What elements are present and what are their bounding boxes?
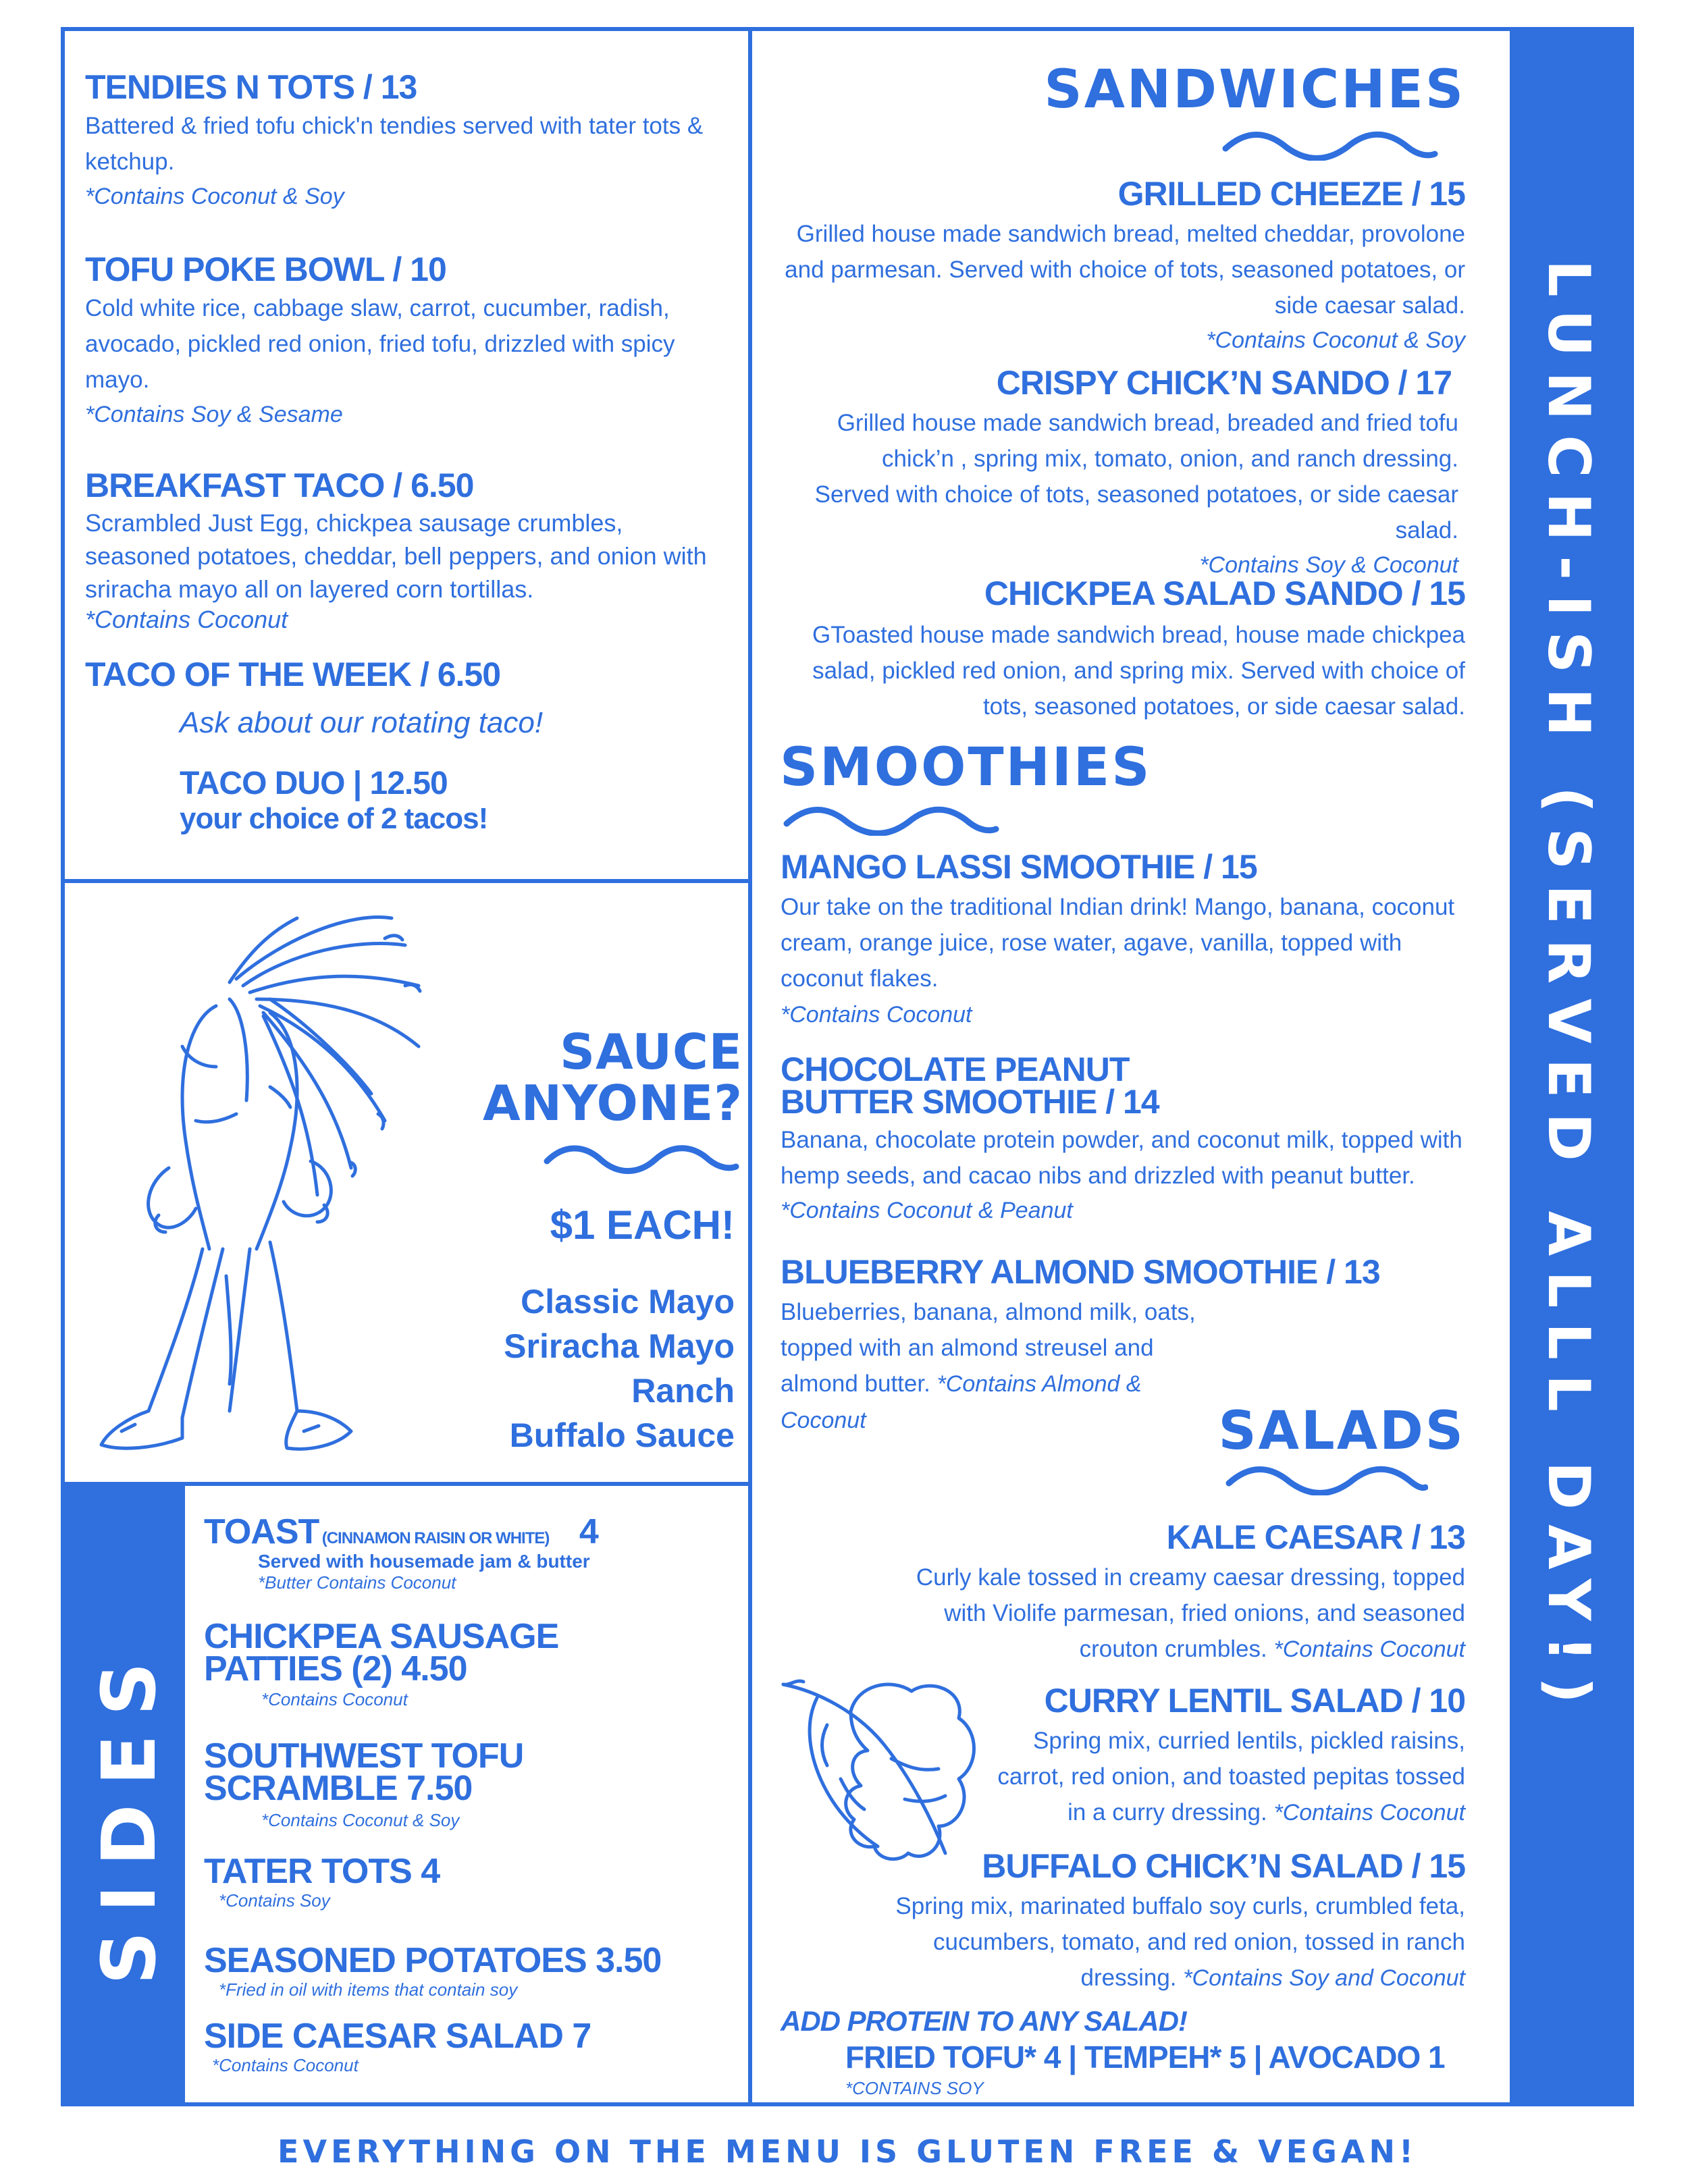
sides-banner-text: SIDES (86, 1643, 172, 1985)
side-sub: Served with housemade jam & butter (258, 1551, 590, 1572)
wave-divider-icon (1225, 1462, 1428, 1495)
side-note: *Butter Contains Coconut (258, 1572, 456, 1593)
item-note: *Contains Coconut & Soy (85, 184, 344, 209)
carrot-character-illustration (68, 898, 486, 1479)
taco-duo-sub: your choice of 2 tacos! (180, 802, 488, 835)
item-desc (837, 1560, 1465, 1668)
side-note: *Fried in oil with items that contain soy (219, 1979, 518, 2000)
sauce-option: Buffalo Sauce (509, 1416, 735, 1454)
item-title: TENDIES N TOTS / 13 (85, 68, 417, 106)
wave-divider-icon (783, 802, 999, 836)
item-note: *Contains Soy and Coconut (1183, 1965, 1465, 1991)
side-title: SEASONED POTATOES 3.50 (204, 1941, 662, 1980)
side-title: SOUTHWEST TOFU (204, 1736, 524, 1776)
item-note: *Contains Soy & Coconut (1199, 552, 1458, 578)
side-item-toast (204, 1512, 744, 1593)
item-title: MANGO LASSI SMOOTHIE / 15 (781, 848, 1257, 886)
sauce-options (473, 1279, 735, 1458)
item-note: *Contains Coconut (781, 1002, 972, 1028)
item-title: TACO OF THE WEEK / 6.50 (85, 656, 501, 693)
item-title: CHICKPEA SALAD SANDO / 15 (984, 575, 1465, 612)
side-price: 4 (579, 1512, 598, 1551)
sandwiches-heading: SANDWICHES (1044, 59, 1465, 120)
menu-item (770, 174, 1465, 354)
sauce-price: $1 EACH! (550, 1202, 735, 1248)
item-title-line2: BUTTER SMOOTHIE / 14 (781, 1083, 1159, 1121)
item-title: BREAKFAST TACO / 6.50 (85, 467, 474, 504)
side-note: *Contains Soy (219, 1890, 330, 1911)
side-item (204, 1941, 744, 2000)
sauce-option: Ranch (631, 1372, 735, 1410)
taco-duo (180, 765, 720, 836)
item-note: *Contains Coconut (1273, 1800, 1465, 1826)
taco-duo-title: TACO DUO | 12.50 (180, 766, 448, 801)
side-note: *Contains Coconut (261, 1689, 408, 1709)
menu-item (972, 1681, 1465, 1831)
side-note: *Contains Coconut & Soy (261, 1810, 460, 1830)
salads-heading: SALADS (1218, 1401, 1465, 1462)
sauce-option: Classic Mayo (521, 1283, 735, 1321)
menu-item (85, 68, 727, 210)
sauce-option: Sriracha Mayo (504, 1327, 735, 1365)
item-title: BUFFALO CHICK’N SALAD / 15 (982, 1847, 1465, 1885)
menu-item (85, 466, 727, 634)
menu-item (781, 847, 1489, 1028)
menu-item (864, 1846, 1465, 1996)
menu-item (85, 655, 727, 740)
right-banner-text: LUNCH-ISH (SERVED ALLL DAY!) (1535, 259, 1602, 1719)
side-item (204, 2017, 744, 2076)
side-title: CHICKPEA SAUSAGE (204, 1617, 559, 1656)
kale-leaf-illustration (776, 1671, 993, 1867)
item-title: CHOCOLATE PEANUT (781, 1050, 1130, 1088)
item-note: *Contains Coconut & Peanut (781, 1198, 1073, 1223)
sauce-heading-line2: ANYONE? (483, 1075, 743, 1131)
add-protein-heading: ADD PROTEIN TO ANY SALAD! (781, 2005, 1187, 2037)
item-desc: Grilled house made sandwich bread, breaded and fried tofu chick’n , spring mix, tomato, onion, and ranch dressing. Served with choice of tots, seasoned potatoes, or side caesar salad. (814, 410, 1458, 543)
item-title: BLUEBERRY ALMOND SMOOTHIE / 13 (781, 1253, 1380, 1291)
side-item (204, 1736, 744, 1831)
protein-options: FRIED TOFU* 4 | TEMPEH* 5 | AVOCADO 1 (845, 2040, 1445, 2075)
item-title: TOFU POKE BOWL / 10 (85, 250, 446, 288)
item-note: *Contains Coconut (85, 606, 288, 633)
item-note: *Contains Almond & Coconut (781, 1371, 1142, 1433)
side-title: TATER TOTS 4 (204, 1852, 440, 1891)
menu-item (85, 250, 727, 428)
add-protein (781, 2005, 1503, 2099)
item-desc-text: Curly kale tossed in creamy caesar dressing, topped with Violife parmesan, fried onions, and seasoned crouton crumbles. (916, 1564, 1465, 1662)
side-title-line2: SCRAMBLE 7.50 (204, 1769, 473, 1808)
item-desc: Battered & fried tofu chick'n tendies served with tater tots & ketchup. (85, 113, 704, 175)
item-desc: Grilled house made sandwich bread, melted cheddar, provolone and parmesan. Served with choice of tots, seasoned potatoes, or side caesar salad. (785, 221, 1465, 319)
menu-item (770, 574, 1465, 724)
item-desc-text: Blueberries, banana, almond milk, oats, topped with an almond streusel and almond butter. (781, 1299, 1196, 1397)
item-desc: Ask about our rotating taco! (180, 706, 544, 739)
footer-text: EVERYTHING ON THE MENU IS GLUTEN FREE & VEGAN! (278, 2133, 1417, 2170)
wave-divider-icon (544, 1141, 739, 1175)
menu-item (837, 1518, 1465, 1668)
side-item (204, 1852, 744, 1911)
smoothies-heading: SMOOTHIES (780, 737, 1152, 798)
protein-note: *CONTAINS SOY (845, 2078, 984, 2098)
item-title: CURRY LENTIL SALAD / 10 (1044, 1682, 1465, 1720)
side-paren: (CINNAMON RAISIN OR WHITE) (321, 1529, 550, 1547)
item-desc (972, 1723, 1465, 1831)
side-note: *Contains Coconut (212, 2055, 359, 2075)
item-note: *Contains Coconut & Soy (1206, 327, 1465, 353)
menu-item (770, 363, 1465, 579)
side-title: TOAST (204, 1512, 319, 1551)
item-title: KALE CAESAR / 13 (1166, 1518, 1465, 1556)
side-title-line2: PATTIES (2) 4.50 (204, 1649, 467, 1688)
item-desc-text: Spring mix, marinated buffalo soy curls, crumbled feta, cucumbers, tomato, and red onion, tossed in ranch dressing. (895, 1893, 1465, 1991)
wave-divider-icon (1222, 127, 1438, 161)
side-item (204, 1617, 744, 1710)
item-desc: Our take on the traditional Indian drink! Mango, banana, coconut cream, orange juice, rose water, agave, vanilla, topped with coconut flakes. (781, 894, 1455, 992)
left-divider-top (61, 879, 750, 883)
item-note: *Contains Coconut (1273, 1636, 1465, 1662)
menu-item (781, 1050, 1503, 1224)
item-title: CRISPY CHICK’N SANDO / 17 (996, 364, 1452, 402)
item-title: GRILLED CHEEZE / 15 (1117, 175, 1465, 213)
item-desc: Banana, chocolate protein powder, and coconut milk, topped with hemp seeds, and cacao nibs and drizzled with peanut butter. (781, 1127, 1462, 1189)
item-desc: GToasted house made sandwich bread, house made chickpea salad, pickled red onion, and spring mix. Served with choice of tots, seasoned potatoes, or side caesar salad. (812, 622, 1465, 720)
sauce-heading-line1: SAUCE (560, 1023, 743, 1080)
column-divider (748, 27, 752, 2106)
item-desc-text: Spring mix, curried lentils, pickled raisins, carrot, red onion, and toasted pepitas tossed in a curry dressing. (997, 1728, 1465, 1826)
item-desc: Scrambled Just Egg, chickpea sausage crumbles, seasoned potatoes, cheddar, bell peppers, and onion with sriracha mayo all on layered corn tortillas. (85, 509, 707, 603)
item-note: *Contains Soy & Sesame (85, 402, 343, 427)
side-title: SIDE CAESAR SALAD 7 (204, 2017, 591, 2056)
sauce-heading (473, 1023, 743, 1131)
item-desc: Cold white rice, cabbage slaw, carrot, cucumber, radish, avocado, pickled red onion, fried tofu, drizzled with spicy mayo. (85, 295, 675, 393)
item-desc (864, 1888, 1465, 1996)
